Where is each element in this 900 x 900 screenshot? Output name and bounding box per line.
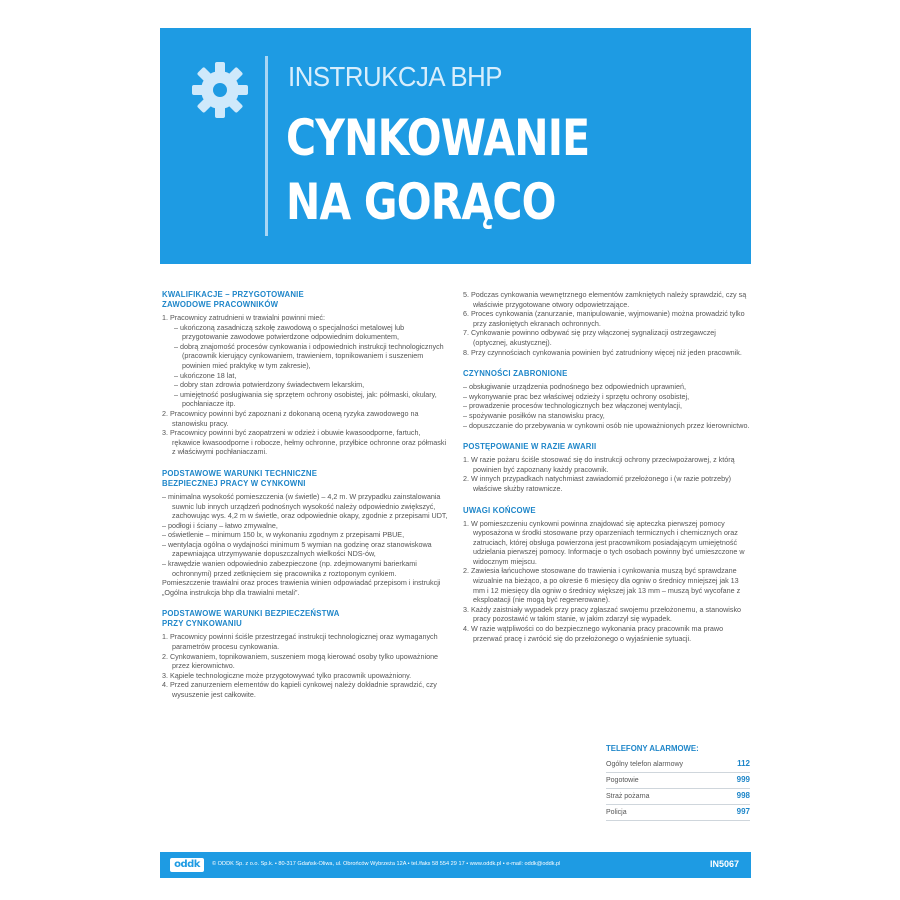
list-item: 1. Pracownicy powinni ściśle przestrzegać instrukcji technologicznej oraz wymaganych parametrów procesu cynkowania. — [162, 632, 438, 652]
list-item: – prowadzenie procesów technologicznych bez włączonej wentylacji, — [463, 401, 682, 411]
list-item: – ukończoną zasadniczą szkołę zawodową o specjalności metalowej lub przygotowanie zawodowe potwierdzone odpowiednim dokumentem, — [174, 322, 405, 342]
list-item: 4. W razie wątpliwości co do bezpiecznego wykonania pracy pracownik ma prawo przerwać pracę i zwrócić się do przełożonego o wyjaśnienie sytuacji. — [463, 624, 724, 643]
list-item: – dobry stan zdrowia potwierdzony świadectwem lekarskim, — [174, 380, 365, 390]
document-title — [286, 106, 589, 234]
phone-row — [606, 789, 750, 805]
phone-row — [606, 757, 750, 773]
list-item: 8. Przy czynnościach cynkowania powinien być zatrudniony więcej niż jeden pracownik. — [463, 347, 742, 357]
list-item: – umiejętność posługiwania się sprzętem ochrony osobistej, jak: półmaski, okulary, pochłaniacze itp. — [174, 389, 437, 409]
section — [463, 369, 751, 430]
header-divider — [265, 56, 268, 236]
section-heading — [463, 369, 751, 379]
list-item: – dopuszczanie do przebywania w cynkowni osób nie upoważnionych przez kierownictwo. — [463, 420, 750, 430]
section — [162, 290, 450, 457]
section-heading-line: ZAWODOWE PRACOWNIKÓW — [162, 300, 279, 309]
footer-contact: © ODDK Sp. z o.o. Sp.k. • 80-317 Gdańsk-Oliwa, ul. Obrońców Wybrzeża 12A • tel./faks 58 554 29 17 • www.oddk.pl • e-mail: oddk@oddk.pl — [212, 861, 561, 867]
section-heading-line: POSTĘPOWANIE W RAZIE AWARII — [463, 442, 597, 452]
list-item: 3. Każdy zaistniały wypadek przy pracy zgłaszać swojemu przełożonemu, a stanowisko pracy pozostawić w takim stanie, w jakim zdarzył się wypadek. — [463, 604, 742, 624]
header-banner — [160, 28, 751, 264]
document-code: IN5067 — [709, 859, 739, 869]
list-item: 2. W innych przypadkach natychmiast zawiadomić przełożonego i (w razie potrzeby) właściwe służby ratownicze. — [463, 474, 732, 493]
phone-number: 999 — [736, 775, 750, 784]
right-column — [463, 290, 751, 655]
list-item: 6. Proces cynkowania (zanurzanie, manipulowanie, wyjmowanie) można prowadzić tylko przy zasłoniętych ekranach ochronnych. — [463, 309, 745, 328]
instruction-sheet — [160, 28, 751, 878]
oddk-logo: oddk — [170, 858, 204, 872]
list-item: – wentylacja ogólna o wydajności minimum 5 wymian na godzinę oraz stanowiskowa zapewniająca utrzymywanie dopuszczalnych wielkości NDS-ów, — [162, 539, 432, 559]
list-item: – spożywanie posiłków na stanowisku pracy, — [463, 410, 605, 420]
list-item: 3. Kąpiele technologiczne może przygotowywać tylko pracownik upoważniony. — [162, 670, 412, 680]
list-item: 5. Podczas cynkowania wewnętrznego elementów zamkniętych należy sprawdzić, czy są właściwie przygotowane otwory odpowietrzające. — [463, 290, 747, 309]
list-item: – minimalna wysokość pomieszczenia (w świetle) – 4,2 m. W przypadku zainstalowania suwnic lub innych urządzeń podnośnych wysokość należy odpowiednio zwiększyć, zachowując wys. 4,2 m w świetle, oraz odpowiednie okapy, zgodnie z przepisami UDT, — [162, 491, 448, 521]
title-line: NA GORĄCO — [286, 173, 556, 231]
phone-label: Pogotowie — [606, 777, 639, 784]
section — [162, 469, 450, 598]
section-heading — [463, 506, 751, 516]
section-heading — [463, 442, 751, 452]
phone-number: 998 — [736, 791, 750, 800]
list-item: – wykonywanie prac bez właściwej odzieży i sprzętu ochrony osobistej, — [463, 391, 690, 401]
list-item: – obsługiwanie urządzenia podnośnego bez odpowiednich uprawnień, — [463, 382, 686, 392]
phone-row — [606, 773, 750, 789]
section — [463, 442, 751, 493]
list-item: 2. Cynkowaniem, topnikowaniem, suszeniem mogą kierować osoby tylko upoważnione przez kierownictwo. — [162, 651, 439, 671]
section-heading-line: PODSTAWOWE WARUNKI TECHNICZNE — [162, 468, 318, 478]
left-column — [162, 290, 450, 712]
phone-label: Straż pożarna — [606, 793, 650, 800]
phone-label: Policja — [606, 809, 627, 816]
footer-bar — [160, 852, 751, 878]
list-item: – ukończone 18 lat, — [174, 370, 237, 380]
list-item: – oświetlenie – minimum 150 lx, w wykonaniu zgodnym z przepisami PBUE, — [162, 530, 405, 540]
section-heading — [162, 469, 450, 489]
section — [162, 609, 450, 699]
section — [463, 506, 751, 644]
section-heading-line: CZYNNOŚCI ZABRONIONE — [463, 369, 568, 379]
emergency-phones — [606, 744, 750, 821]
list-item: – dobrą znajomość procesów cynkowania i odpowiednich instrukcji technologicznych (pracownik kierujący cynkowaniem, trawieniem, topnikowaniem i suszeniem powinien mieć praktykę w tym zakresie), — [174, 341, 444, 370]
section-heading-line: UWAGI KOŃCOWE — [463, 505, 536, 515]
section-heading-line: PODSTAWOWE WARUNKI BEZPIECZEŃSTWA — [162, 609, 340, 619]
section-heading — [162, 290, 450, 310]
title-line: CYNKOWANIE — [286, 109, 590, 167]
phone-row — [606, 805, 750, 821]
gear-icon — [188, 58, 252, 122]
list-item: 1. W pomieszczeniu cynkowni powinna znajdować się apteczka pierwszej pomocy wyposażona w środki stosowane przy oparzeniach termicznych i chemicznych oraz zatruciach, której obsługa powierzona jest pracownikom posiadającym umiejętność udzielania pierwszej pomocy. Informacje o tych osobach powinny być umieszczone w widocznym miejscu. — [463, 518, 745, 566]
list-item: 7. Cynkowanie powinno odbywać się przy włączonej sygnalizacji ostrzegawczej (optycznej, akustycznej). — [463, 328, 716, 347]
section-heading — [162, 609, 450, 629]
section-heading-line: PRZY CYNKOWANIU — [162, 619, 242, 629]
paragraph: Pomieszczenie trawialni oraz proces trawienia winien odpowiadać przepisom i instrukcji „Ogólna instrukcja bhp dla trawialni metali”. — [162, 578, 441, 597]
list-item: – krawędzie wanien odpowiednio zabezpieczone (np. zdejmowanymi barierkami ochronnymi) przed zetknięciem się pracownika z roztoponym cynkiem. — [162, 559, 417, 578]
section — [463, 290, 751, 357]
phone-number: 997 — [736, 807, 750, 816]
document-kicker: INSTRUKCJA BHP — [288, 61, 503, 92]
phone-label: Ogólny telefon alarmowy — [606, 761, 684, 768]
phones-heading: TELEFONY ALARMOWE: — [606, 744, 699, 753]
list-item: 4. Przed zanurzeniem elementów do kąpieli cynkowej należy dokładnie sprawdzić, czy wysuszenie jest całkowite. — [162, 680, 437, 699]
list-item: 1. Pracownicy zatrudnieni w trawialni powinni mieć: — [162, 313, 325, 322]
list-item: 1. W razie pożaru ściśle stosować się do instrukcji ochrony przeciwpożarowej, z którą powinien być zapoznany każdy pracownik. — [463, 455, 735, 474]
list-item: – podłogi i ściany – łatwo zmywalne, — [162, 520, 278, 530]
section-heading-line: BEZPIECZNEJ PRACY W CYNKOWNI — [162, 478, 306, 488]
section-heading-line: KWALIFIKACJE – PRZYGOTOWANIE — [162, 290, 304, 299]
list-item: 2. Pracownicy powinni być zapoznani z dokonaną oceną ryzyka zawodowego na stanowisku pracy. — [162, 408, 419, 428]
list-item: 3. Pracownicy powinni być zaopatrzeni w odzież i obuwie kwasoodporne, fartuch, rękawice kwasoodporne i robocze, hełmy ochronne, przyłbice ochronne oraz półmaski z właściwymi pochłaniaczami. — [162, 428, 447, 457]
phone-number: 112 — [737, 759, 750, 768]
list-item: 2. Zawiesia łańcuchowe stosowane do trawienia i cynkowania muszą być sprawdzane wizualnie na bieżąco, a po okresie 6 miesięcy dla ogniw o średnicy mniejszej jak 13 mm i 12 miesięcy dla ogniw o średnicy większej jak 13 mm – muszą być wycofane z eksploatacji (nie mogą być regenerowane). — [463, 566, 741, 605]
